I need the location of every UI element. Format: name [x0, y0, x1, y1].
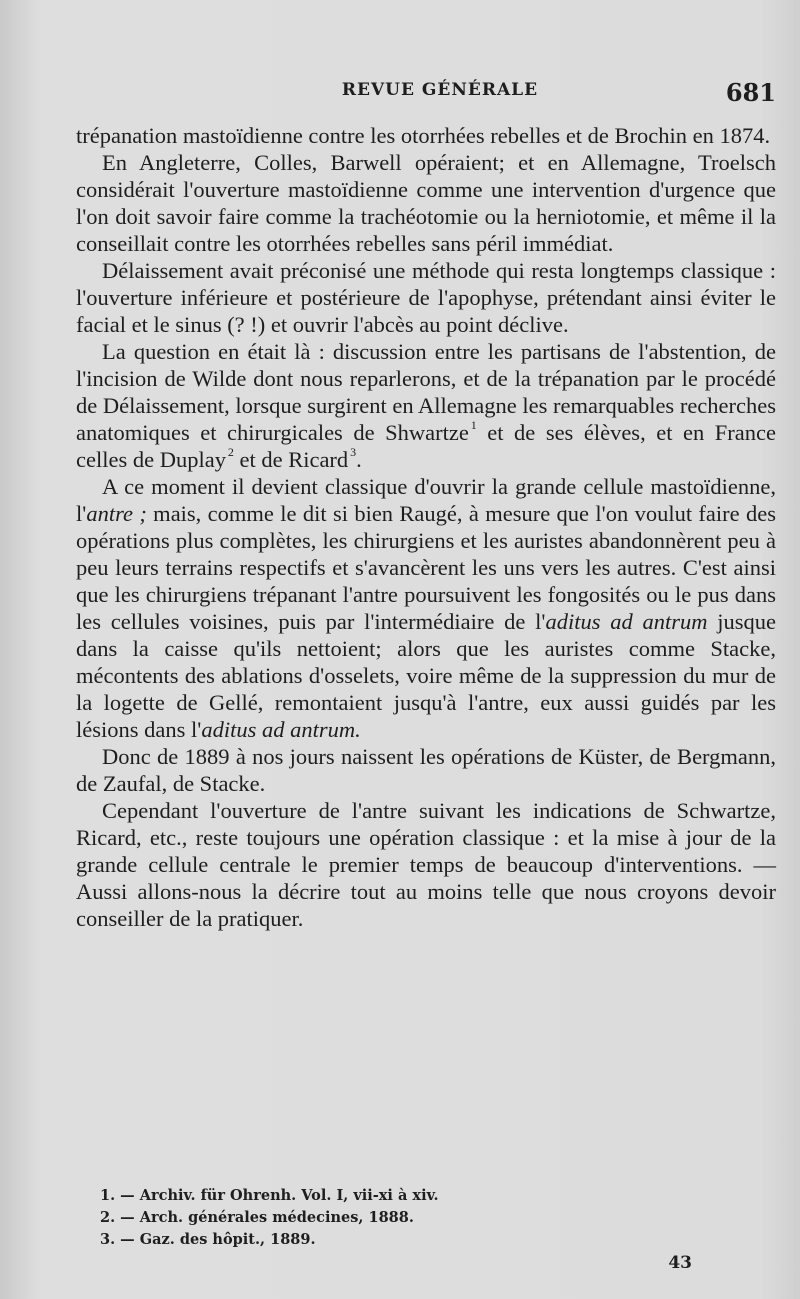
- running-head: REVUE GÉNÉRALE: [341, 80, 539, 100]
- footnote-ref-2: 2: [227, 445, 234, 459]
- body-text: [76, 122, 776, 932]
- paragraph-5-text-b: mais, comme le dit si bien Raugé, à mesure que l'on voulut faire des opérations plus complètes, les chirurgiens et les auristes abandonnèrent peu à peu leurs terrains respectifs et s'avancèrent les uns vers les autres. C'est ainsi que les chirurgiens trépanant l'antre poursuivent les fongosités ou le pus dans les cellules voisines, puis par l'intermédiaire de l': [76, 501, 776, 634]
- paragraph-4-text-a: La question en était là : discussion entre les partisans de l'abstention, de l'incision de Wilde dont nous reparlerons, et de la trépanation par le procédé de Délaissement, lorsque surgirent en Allemagne les remarquables recherches anatomiques et chirurgicales de Shwartze: [76, 339, 776, 445]
- paragraph-2: En Angleterre, Colles, Barwell opéraient; et en Allemagne, Troelsch considérait l'ouverture mastoïdienne comme une intervention d'urgence que l'on doit savoir faire comme la trachéotomie ou la herniotomie, et même il la conseillait contre les otorrhées rebelles sans péril immédiat.: [76, 150, 776, 256]
- paragraph-3: Délaissement avait préconisé une méthode qui resta longtemps classique : l'ouverture inférieure et postérieure de l'apophyse, prétendant ainsi éviter le facial et le sinus (? !) et ouvrir l'abcès au point déclive.: [76, 258, 776, 337]
- paragraph-5: [76, 473, 776, 743]
- footnote-ref-3: 3: [350, 445, 357, 459]
- footnote-3: 3. — Gaz. des hôpit., 1889.: [100, 1231, 316, 1248]
- paragraph-4: [76, 338, 776, 473]
- footnotes: [100, 1185, 750, 1251]
- signature-mark: 43: [668, 1253, 692, 1273]
- footnote-ref-1: 1: [470, 418, 477, 432]
- aditus-italic-1: aditus ad antrum: [545, 609, 708, 634]
- antre-italic: antre ;: [86, 501, 147, 526]
- page-header: [80, 78, 800, 108]
- page-number: 681: [725, 78, 776, 107]
- footnote-1: 1. — Archiv. für Ohrenh. Vol. I, vii-xi à xiv.: [100, 1187, 439, 1204]
- paragraph-6: Donc de 1889 à nos jours naissent les opérations de Küster, de Bergmann, de Zaufal, de Stacke.: [76, 744, 776, 796]
- paragraph-4-text-b: et de ses élèves, et en France celles de Duplay: [76, 420, 776, 472]
- paragraph-4-text-d: .: [356, 447, 362, 472]
- paragraph-7: Cependant l'ouverture de l'antre suivant les indications de Schwartze, Ricard, etc., reste toujours une opération classique : et la mise à jour de la grande cellule centrale le premier temps de beaucoup d'interventions. — Aussi allons-nous la décrire tout au moins telle que nous croyons devoir conseiller de la pratiquer.: [76, 798, 776, 931]
- footnote-2: 2. — Arch. générales médecines, 1888.: [100, 1209, 414, 1226]
- paragraph-1: trépanation mastoïdienne contre les otorrhées rebelles et de Brochin en 1874.: [76, 123, 771, 148]
- aditus-italic-2: aditus ad antrum.: [201, 717, 361, 742]
- paragraph-4-text-c: et de Ricard: [233, 447, 349, 472]
- paragraph-5-text-c: jusque dans la caisse qu'ils nettoient; alors que les auristes comme Stacke, mécontents des ablations d'osselets, voire même de la suppression du mur de la logette de Gellé, remontaient jusqu'à l'antre, eux aussi guidés par les lésions dans l': [76, 609, 776, 742]
- paragraph-5-text-a: A ce moment il devient classique d'ouvrir la grande cellule mastoïdienne, l': [76, 474, 776, 526]
